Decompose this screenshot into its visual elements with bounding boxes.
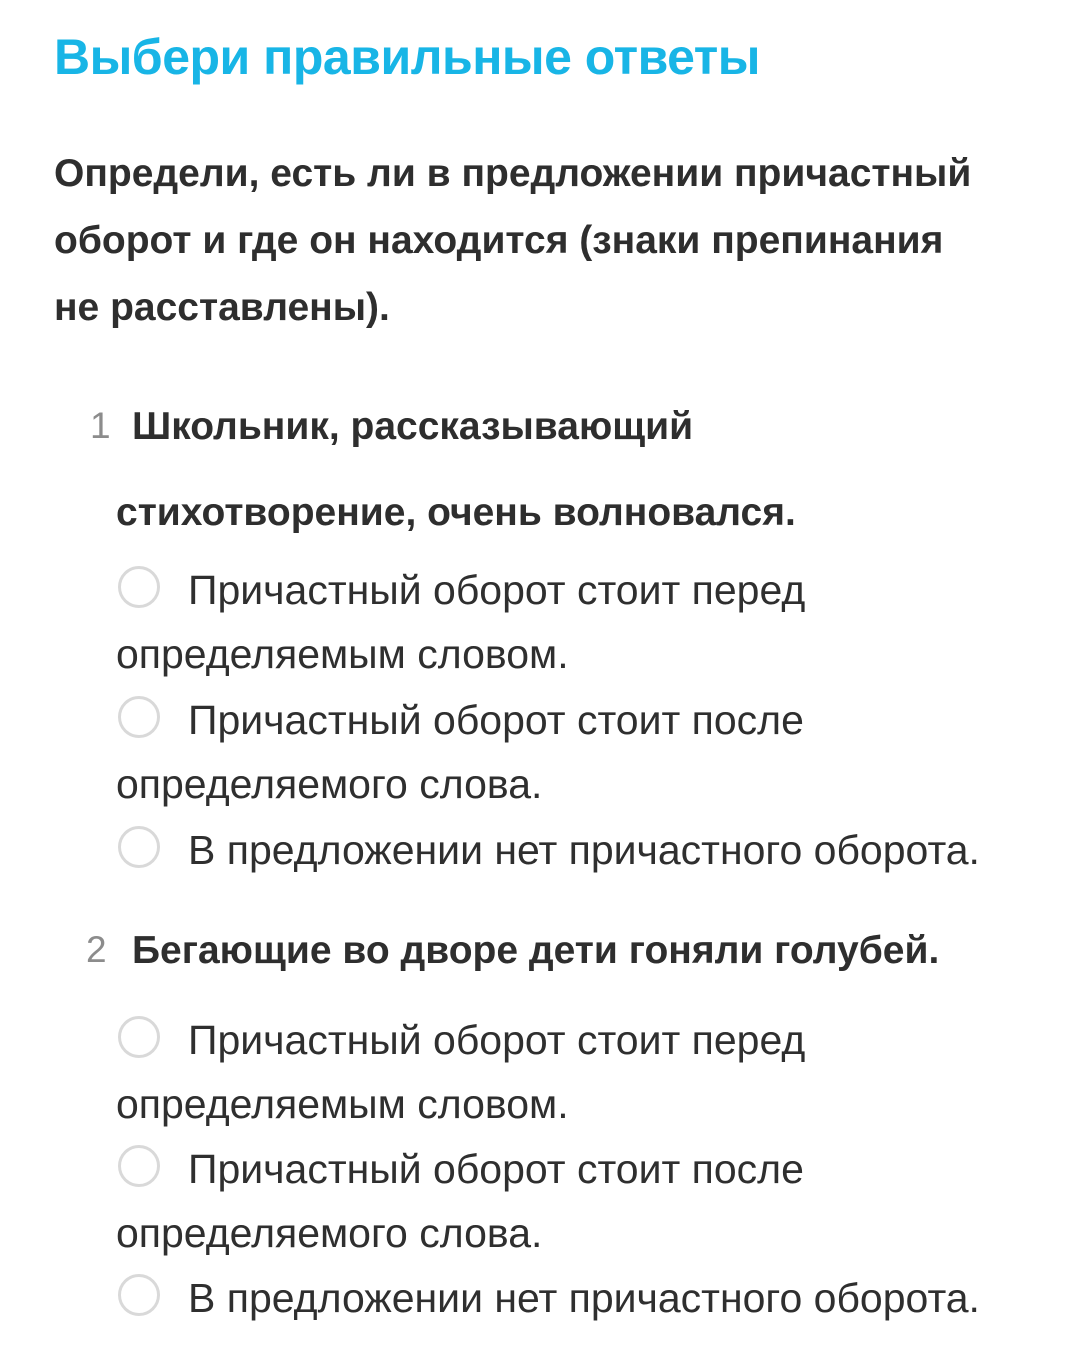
option-label-continued[interactable]: определяемым словом.	[116, 1081, 569, 1127]
radio-button[interactable]	[118, 566, 160, 608]
page-title: Выбери правильные ответы	[54, 29, 760, 85]
question-number: 1	[90, 405, 111, 446]
option-label[interactable]: Причастный оборот стоит перед	[188, 1017, 806, 1063]
instruction-line-2: оборот и где он находится (знаки препинания	[54, 219, 944, 262]
option-label[interactable]: В предложении нет причастного оборота.	[188, 827, 980, 873]
option-label-continued[interactable]: определяемого слова.	[116, 1210, 543, 1256]
question-text-line-1: Школьник, рассказывающий	[132, 405, 694, 448]
radio-button[interactable]	[118, 1145, 160, 1187]
question-number: 2	[86, 929, 107, 970]
option-label-continued[interactable]: определяемым словом.	[116, 631, 569, 677]
instruction-line-3: не расставлены).	[54, 286, 390, 329]
question-text-line-2: стихотворение, очень волновался.	[116, 491, 796, 534]
radio-button[interactable]	[118, 696, 160, 738]
radio-button[interactable]	[118, 826, 160, 868]
radio-button[interactable]	[118, 1016, 160, 1058]
option-label[interactable]: Причастный оборот стоит после	[188, 697, 804, 743]
question-text-line-1: Бегающие во дворе дети гоняли голубей.	[132, 929, 940, 972]
option-label[interactable]: В предложении нет причастного оборота.	[188, 1275, 980, 1321]
instruction-text	[54, 140, 1044, 341]
instruction-line-1: Определи, есть ли в предложении причастный	[54, 152, 972, 195]
option-label-continued[interactable]: определяемого слова.	[116, 761, 543, 807]
radio-button[interactable]	[118, 1274, 160, 1316]
option-label[interactable]: Причастный оборот стоит перед	[188, 567, 806, 613]
option-label[interactable]: Причастный оборот стоит после	[188, 1146, 804, 1192]
